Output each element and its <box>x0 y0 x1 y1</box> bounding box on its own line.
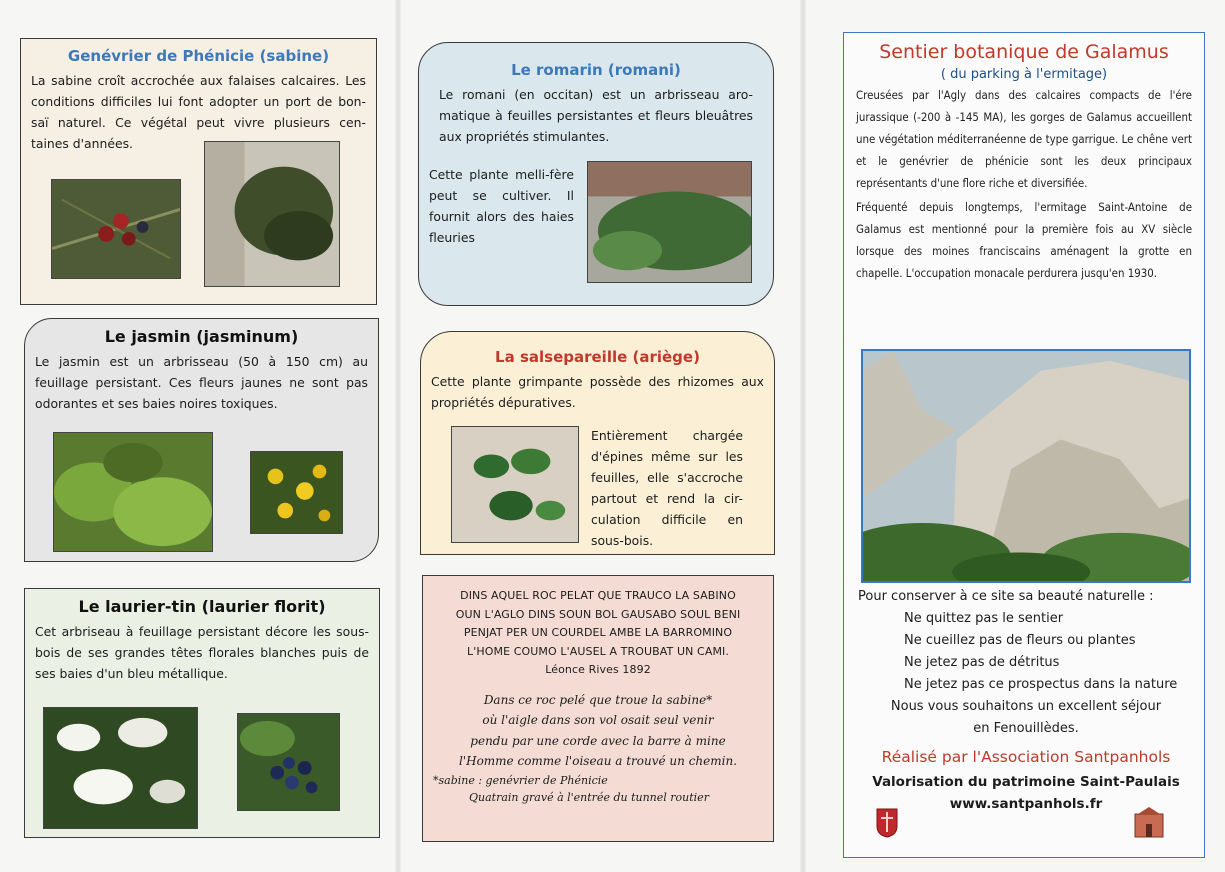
photo-gorges-galamus <box>861 349 1191 583</box>
credit-association: Réalisé par l'Association Santpanhols <box>881 748 1171 766</box>
card-title: Le laurier-tin (laurier florit) <box>78 597 326 616</box>
wish-line-1: Nous vous souhaitons un excellent séjour <box>890 699 1162 714</box>
card-text-2: Entièrement chargée d'épines même sur les feuilles, elle s'accroche partout et rend la cir-culation difficile en sous-bois. <box>591 428 743 548</box>
footnote-tunnel: Quatrain gravé à l'entrée du tunnel routier <box>469 790 709 804</box>
card-salsepareille <box>420 331 775 555</box>
photo-juniper-berries <box>51 179 181 279</box>
french-line: l'Homme comme l'oiseau a trouvé un chemin. <box>458 754 738 768</box>
valorisation-line: Valorisation du patrimoine Saint-Paulais <box>872 774 1180 790</box>
occitan-poem <box>433 587 763 680</box>
poem-author: Léonce Rives 1892 <box>545 663 651 676</box>
shield-icon <box>876 808 898 838</box>
intro-paragraph-1: Creusées par l'Agly dans des calcaires compacts de l'ére jurassique (-200 à -145 MA), les gorges de Galamus accueillent une végétation méditerranéenne de type garrigue. Le chêne vert et le genévrier de phénicie sont les deux principaux représentants d'une flore riche et diversifiée. <box>856 88 1192 190</box>
footnote-sabine: *sabine : genévrier de Phénicie <box>433 773 608 787</box>
photo-jasmin-bush <box>53 432 213 552</box>
card-genevrier <box>20 38 377 305</box>
fold-line-left <box>395 0 401 872</box>
card-romarin <box>418 42 774 306</box>
conservation-intro: Pour conserver à ce site sa beauté naturelle : <box>858 589 1154 604</box>
card-text-2: Cette plante melli-fère peut se cultiver. Il fournit alors des haies fleuries <box>429 167 574 245</box>
card-text: Le jasmin est un arbrisseau (50 à 150 cm) au feuillage persistant. Ces fleurs jaunes ne sont pas odorantes et ses baies noires toxiques. <box>35 354 368 411</box>
card-quatrain <box>422 575 774 842</box>
occitan-line: L'HOME COUMO L'AUSEL A TROUBAT UN CAMI. <box>467 644 729 658</box>
occitan-line: OUN L'AGLO DINS SOUN BOL GAUSABO SOUL BENI <box>455 607 741 621</box>
card-jasmin <box>24 318 379 562</box>
occitan-line: PENJAT PER UN COURDEL AMBE LA BARROMINO <box>463 626 733 639</box>
french-poem <box>433 690 763 772</box>
french-line: Dans ce roc pelé que troue la sabine* <box>483 692 713 707</box>
rule-item: Ne cueillez pas de fleurs ou plantes <box>904 633 1136 648</box>
rule-item: Ne jetez pas ce prospectus dans la nature <box>904 677 1178 692</box>
card-text: Cet arbriseau à feuillage persistant décore les sous-bois de ses grandes têtes florales blanches puis de ses baies d'un bleu métallique. <box>35 624 369 681</box>
card-text: La sabine croît accrochée aux falaises calcaires. Les conditions difficiles lui font adopter un port de bon-saï naturel. Ce végétal peut vivre plusieurs cen-taines d'années. <box>31 73 366 151</box>
photo-romarin <box>587 161 752 283</box>
card-text: Cette plante grimpante possède des rhizomes aux propriétés dépuratives. <box>431 374 764 410</box>
photo-laurier-flowers <box>43 707 198 829</box>
intro-paragraph-2: Fréquenté depuis longtemps, l'ermitage Saint-Antoine de Galamus est mentionné pour la première fois au XV siècle lorsque des moines franciscains aménagent la grotte en chapelle. L'occupation monacale perdurera jusqu'en 1930. <box>856 200 1192 280</box>
french-line: pendu par une corde avec la barre à mine <box>470 733 726 748</box>
rule-item: Ne quittez pas le sentier <box>904 611 1064 626</box>
photo-jasmin-flowers <box>250 451 343 534</box>
panel-sentier-botanique <box>843 32 1205 858</box>
conservation-block <box>858 586 1194 812</box>
card-title: Le romarin (romani) <box>511 61 681 79</box>
card-text: Le romani (en occitan) est un arbrisseau aro-matique à feuilles persistantes et fleurs bleuâtres aux propriétés stimulantes. <box>439 87 753 144</box>
card-laurier-tin <box>24 588 380 838</box>
page-title: Sentier botanique de Galamus <box>879 41 1169 63</box>
card-title: Le jasmin (jasminum) <box>104 327 299 346</box>
rule-item: Ne jetez pas de détritus <box>904 655 1060 670</box>
photo-juniper-cliff <box>204 141 340 287</box>
card-title: Genévrier de Phénicie (sabine) <box>67 47 330 65</box>
website-link[interactable]: www.santpanhols.fr <box>949 796 1103 812</box>
chapel-logo-icon <box>1134 806 1164 838</box>
photo-laurier-berries <box>237 713 340 811</box>
photo-salsepareille <box>451 426 579 543</box>
occitan-line: DINS AQUEL ROC PELAT QUE TRAUCO LA SABINO <box>460 589 736 602</box>
french-line: où l'aigle dans son vol osait seul venir <box>482 713 714 727</box>
page-subtitle: ( du parking à l'ermitage) <box>940 67 1108 82</box>
card-title: La salsepareille (ariège) <box>495 348 700 366</box>
wish-line-2: en Fenouillèdes. <box>973 721 1079 736</box>
fold-line-right <box>800 0 806 872</box>
